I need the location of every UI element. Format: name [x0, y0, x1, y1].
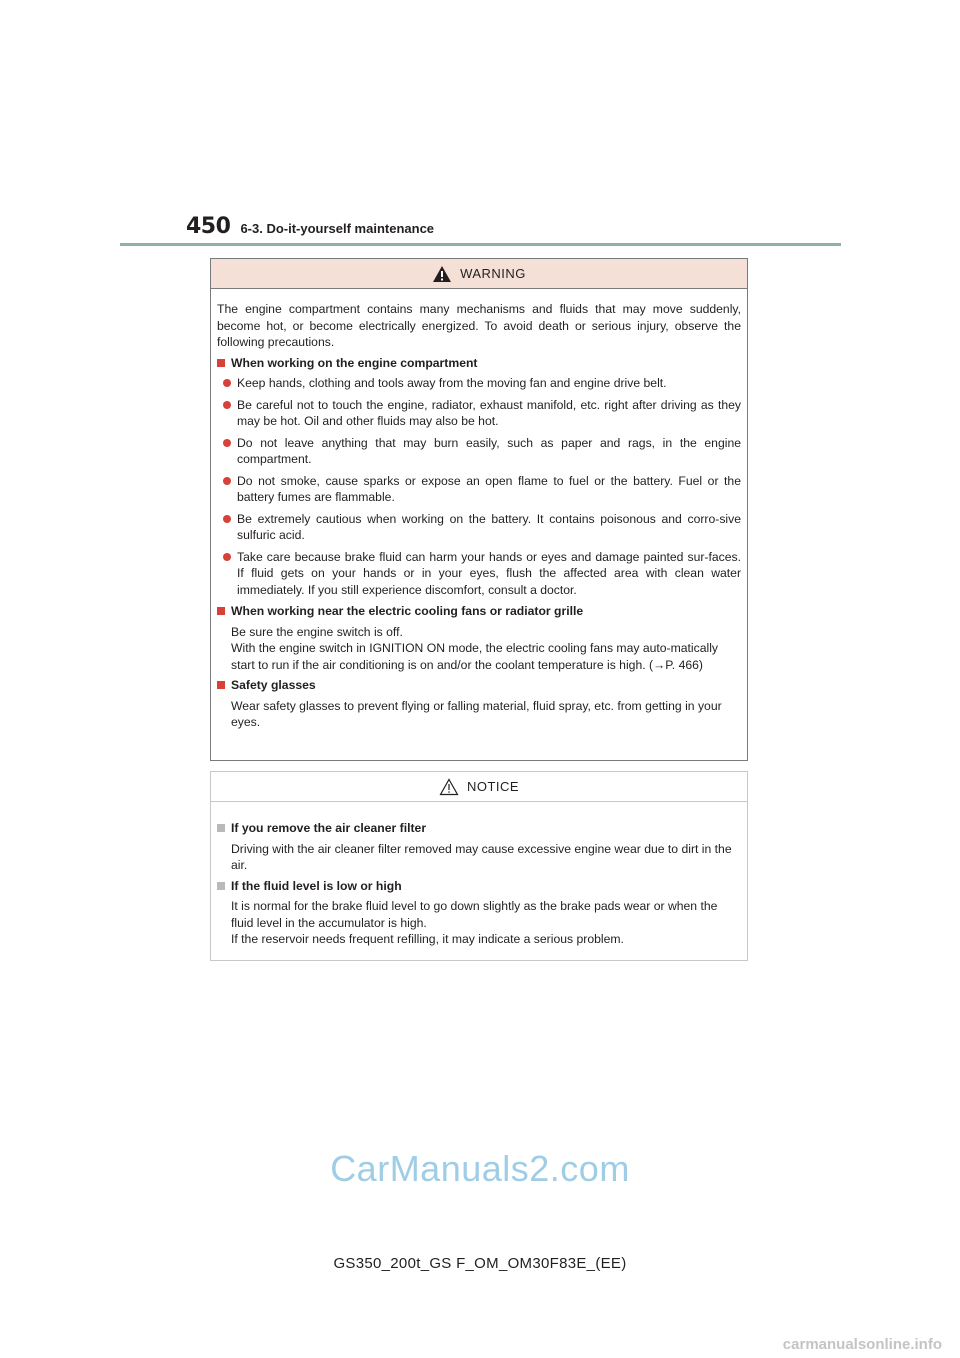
circle-bullet-icon	[223, 553, 231, 561]
warning-subhead-cooling-fans: When working near the electric cooling fans or radiator grille	[217, 603, 741, 620]
circle-bullet-icon	[223, 379, 231, 387]
header-rule	[120, 243, 841, 246]
warning-icon	[432, 265, 452, 283]
notice-triangle-icon	[439, 778, 459, 796]
section-title: 6-3. Do-it-yourself maintenance	[240, 221, 435, 236]
corner-watermark: carmanualsonline.info	[782, 1336, 942, 1353]
notice-body	[211, 802, 747, 948]
list-item: Be careful not to touch the engine, radiator, exhaust manifold, etc. right after driving as they may be hot. Oil and other fluids may also be hot.	[223, 397, 741, 430]
circle-bullet-icon	[223, 515, 231, 523]
fluid-level-line1: It is normal for the brake fluid level to go down slightly as the brake pads wear or when the fluid level in the accumulator is high.	[231, 899, 718, 930]
notice-subhead-air-cleaner: If you remove the air cleaner filter	[217, 820, 741, 837]
warning-title: WARNING	[460, 266, 526, 281]
cooling-fans-line2: With the engine switch in IGNITION ON mode, the electric cooling fans may auto-matically start to run if the air conditioning is on and/or the coolant temperature is high. (→P. 466)	[231, 641, 719, 672]
warning-subhead-safety-glasses: Safety glasses	[217, 677, 741, 694]
list-item: Take care because brake fluid can harm your hands or eyes and damage painted sur-faces. If fluid gets on your hands or in your eyes, flush the affected area with clean water immediately. If you still experience discomfort, consult a doctor.	[223, 549, 741, 599]
circle-bullet-icon	[223, 477, 231, 485]
list-item: Do not smoke, cause sparks or expose an open flame to fuel or the battery. Fuel or the battery fumes are flammable.	[223, 473, 741, 506]
safety-glasses-text: Wear safety glasses to prevent flying or falling material, fluid spray, etc. from getting in your eyes.	[231, 698, 722, 729]
cooling-fans-line1: Be sure the engine switch is off.	[231, 624, 403, 639]
watermark-logo: CarManuals2.com	[330, 1148, 630, 1189]
notice-title: NOTICE	[466, 779, 520, 794]
page-header	[186, 214, 434, 239]
warning-subhead-engine-compartment: When working on the engine compartment	[217, 355, 741, 372]
circle-bullet-icon	[223, 439, 231, 447]
notice-box	[210, 771, 748, 961]
square-bullet-icon	[217, 607, 225, 615]
warning-intro: The engine compartment contains many mechanisms and fluids that may move suddenly, become hot, or become electrically energized. To avoid death or serious injury, observe the following precautions.	[217, 302, 741, 349]
list-item: Do not leave anything that may burn easily, such as paper and rags, in the engine compartment.	[223, 435, 741, 468]
air-cleaner-text: Driving with the air cleaner filter removed may cause excessive engine wear due to dirt in the air.	[231, 841, 732, 872]
list-item: Be extremely cautious when working on the battery. It contains poisonous and corro-sive sulfuric acid.	[223, 511, 741, 544]
square-bullet-icon	[217, 681, 225, 689]
warning-title-bar	[211, 259, 747, 289]
doc-code-footer: GS350_200t_GS F_OM_OM30F83E_(EE)	[333, 1255, 627, 1272]
square-bullet-icon	[217, 359, 225, 367]
warning-box	[210, 258, 748, 761]
square-bullet-icon	[217, 824, 225, 832]
notice-title-bar	[211, 772, 747, 802]
circle-bullet-icon	[223, 401, 231, 409]
square-bullet-icon	[217, 882, 225, 890]
fluid-level-line2: If the reservoir needs frequent refilling, it may indicate a serious problem.	[231, 932, 624, 946]
notice-subhead-fluid-level: If the fluid level is low or high	[217, 878, 741, 895]
warning-body	[211, 289, 747, 731]
list-item: Keep hands, clothing and tools away from the moving fan and engine drive belt.	[223, 375, 741, 392]
page-number: 450	[186, 214, 231, 239]
